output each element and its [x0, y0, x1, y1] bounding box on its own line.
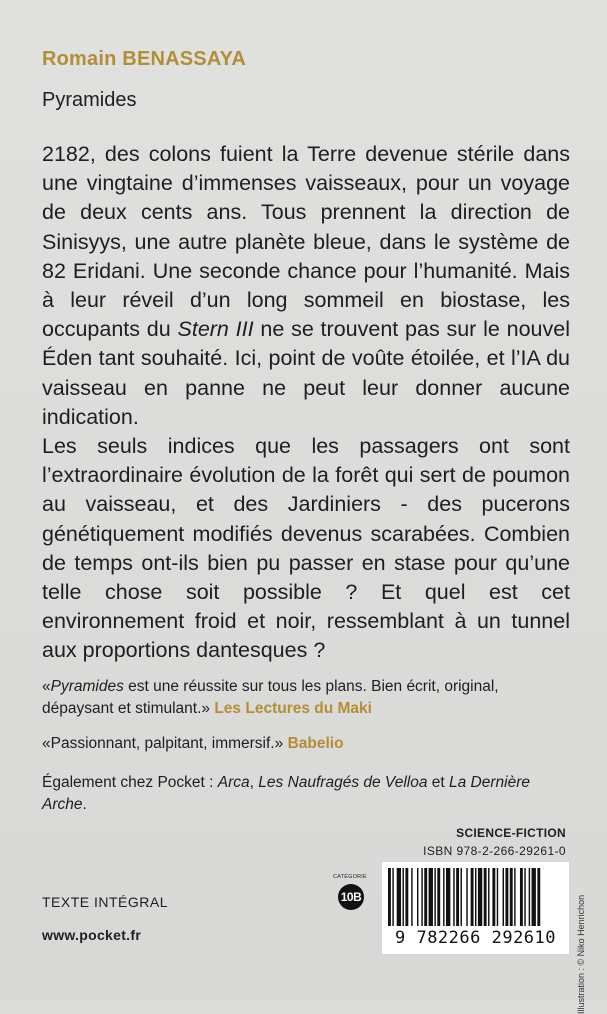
also-end: .	[82, 796, 87, 813]
also-book-2: Les Naufragés de Velloa	[258, 774, 428, 791]
also-book-1: Arca	[217, 774, 250, 791]
quote-text: est une réussite sur tous les plans. Bien écrit, original, dépaysant et stimulant.»	[42, 678, 499, 717]
barcode-digits: 9 782266 292610	[394, 928, 557, 948]
also-book-3: La Dernière Arche	[42, 774, 530, 813]
blurb-paragraph-1	[42, 140, 570, 432]
illustration-credit: Illustration : © Niko Henrichon	[576, 894, 586, 1014]
quote-text: Passionnant, palpitant, immersif.»	[50, 735, 284, 752]
edition-label: TEXTE INTÉGRAL	[42, 894, 169, 910]
blurb-p1-part2: ne se trouvent pas sur le nouvel Éden tant souhaité. Ici, point de voûte étoilée, et l’IA du vaisseau en panne ne peut leur donner aucune indication.	[42, 317, 570, 429]
blurb	[42, 140, 570, 666]
also-separator: ,	[249, 774, 259, 791]
category-label: CATÉGORIE	[333, 874, 367, 880]
blurb-paragraph-2: Les seuls indices que les passagers ont sont l’extraordinaire évolution de la forêt qui sert de poumon au vaisseau, et des Jardiniers - des pucerons génétiquement modifiés devenus scarabées. Combien de temps ont-ils bien pu passer en stase pour qu’une telle chose soit possible ? Et quel est cet environnement froid et noir, ressemblant à un tunnel aux proportions dantesques ?	[42, 434, 570, 663]
review-quote-2	[42, 733, 570, 755]
quote-book-title: Pyramides	[50, 678, 124, 695]
book-title: Pyramides	[42, 89, 137, 111]
ship-name: Stern III	[177, 317, 254, 342]
author-name: Romain BENASSAYA	[42, 48, 247, 70]
quote-source: Les Lectures du Maki	[214, 700, 372, 717]
also-separator: et	[427, 774, 449, 791]
genre-label: SCIENCE-FICTION	[456, 826, 566, 840]
quote-open: «	[42, 735, 51, 752]
category-badge: 10B	[338, 884, 364, 910]
barcode	[382, 862, 569, 954]
blurb-p1-part1: 2182, des colons fuient la Terre devenue stérile dans une vingtaine d’immenses vaisseaux, pour un voyage de deux cents ans. Tous prennent la direction de Sinisyys, une autre planète bleue, dans le système de 82 Eridani. Une seconde chance pour l’humanité. Mais à leur réveil d’un long sommeil en biostase, les occupants du	[42, 142, 570, 342]
publisher-website: www.pocket.fr	[42, 927, 142, 943]
also-by-author	[42, 772, 570, 816]
quote-open: «	[42, 678, 51, 695]
isbn-text: ISBN 978-2-266-29261-0	[423, 844, 566, 858]
review-quote-1	[42, 676, 570, 720]
also-prefix: Également chez Pocket :	[42, 774, 218, 791]
quote-source: Babelio	[287, 735, 344, 752]
barcode-bars-icon	[388, 868, 563, 926]
